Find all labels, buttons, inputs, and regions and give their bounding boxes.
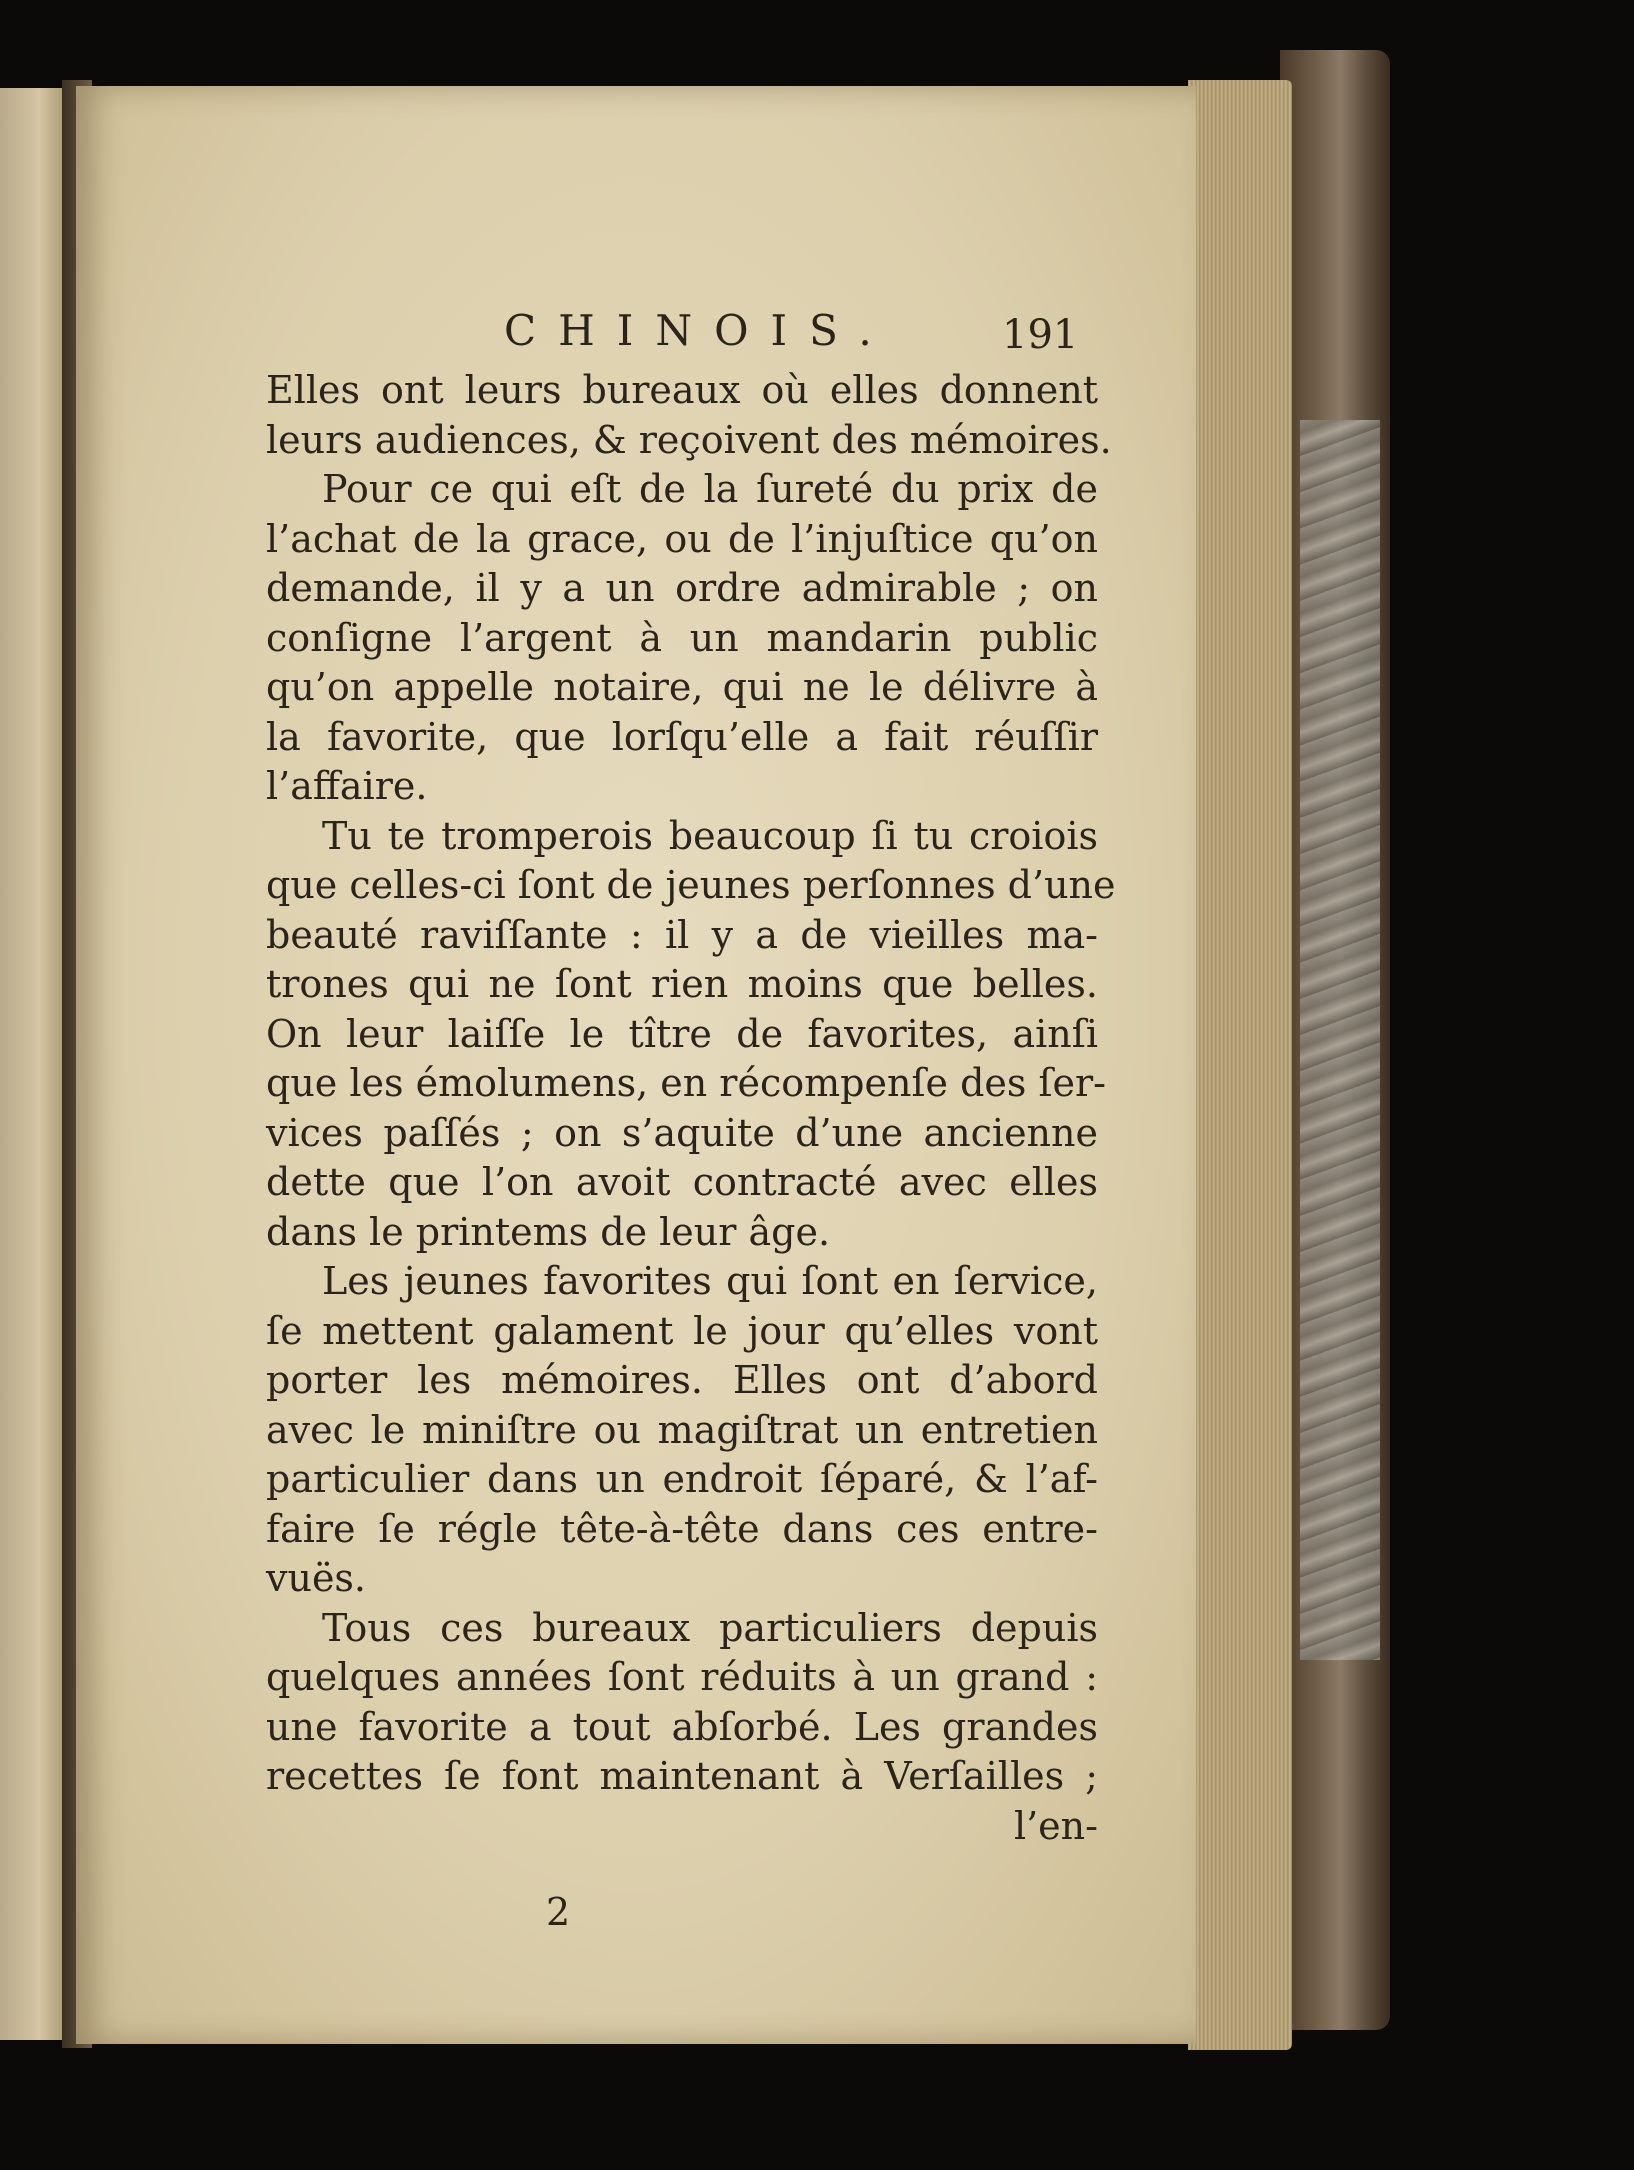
text-line: dans le printems de leur âge.	[266, 1209, 831, 1254]
text-line: que celles-ci ſont de jeunes perſonnes d’une	[266, 863, 1116, 907]
text-line: la favorite, que lorſqu’elle a fait réuſſir	[266, 714, 1098, 759]
text-line: recettes ſe font maintenant à Verſailles ;	[266, 1754, 1098, 1798]
recto-page	[76, 86, 1196, 2044]
text-line: avec le miniſtre ou magiſtrat un entretien	[266, 1407, 1098, 1452]
text-line: qu’on appelle notaire, qui ne le délivre à	[266, 665, 1098, 709]
text-line: Les jeunes favorites qui ſont en ſervice,	[322, 1259, 1098, 1303]
text-line: Pour ce qui eſt de la ſureté du prix de	[322, 467, 1098, 511]
text-line: Tous ces bureaux particuliers depuis	[322, 1605, 1098, 1650]
page-body-text	[266, 366, 1116, 1851]
text-line: une favorite a tout abſorbé. Les grandes	[266, 1704, 1098, 1749]
text-line: faire ſe régle tête-à-tête dans ces entre-	[266, 1506, 1098, 1551]
text-line: beauté raviſſante : il y a de vieilles ma-	[266, 912, 1098, 957]
text-line: leurs audiences, & reçoivent des mémoires.	[266, 417, 1112, 462]
text-line: demande, il y a un ordre admirable ; on	[266, 566, 1098, 610]
text-line: l’achat de la grace, ou de l’injuſtice qu’on	[266, 516, 1098, 561]
text-line: vuës.	[266, 1556, 367, 1600]
text-line: Tu te tromperois beaucoup ſi tu croiois	[322, 813, 1098, 858]
verso-page-edge	[0, 88, 66, 2040]
text-line: quelques années ſont réduits à un grand :	[266, 1655, 1098, 1699]
text-line: On leur laiſſe le tître de favorites, ainſi	[266, 1011, 1098, 1056]
text-line: conſigne l’argent à un mandarin public	[266, 615, 1098, 660]
page-fore-edges	[1188, 80, 1292, 2050]
text-line: porter les mémoires. Elles ont d’abord	[266, 1358, 1098, 1402]
text-line: l’affaire.	[266, 764, 428, 808]
text-line: dette que l’on avoit contracté avec elles	[266, 1160, 1098, 1204]
marbled-cover-paper	[1300, 420, 1380, 1660]
text-line: trones qui ne ſont rien moins que belles.	[266, 962, 1098, 1006]
text-line: que les émolumens, en récompenſe des ſer-	[266, 1061, 1107, 1105]
text-line: particulier dans un endroit ſéparé, & l’af-	[266, 1457, 1098, 1501]
text-line: vices paſſés ; on s’aquite d’une ancienne	[266, 1110, 1098, 1155]
text-line: Elles ont leurs bureaux où elles donnent	[266, 368, 1098, 412]
text-line: ſe mettent galament le jour qu’elles vont	[266, 1308, 1098, 1353]
text-line: l’en-	[1013, 1803, 1098, 1848]
page-number: 191	[1002, 312, 1079, 358]
running-head: CHINOIS.	[504, 306, 894, 355]
signature-mark: 2	[546, 1890, 571, 1934]
